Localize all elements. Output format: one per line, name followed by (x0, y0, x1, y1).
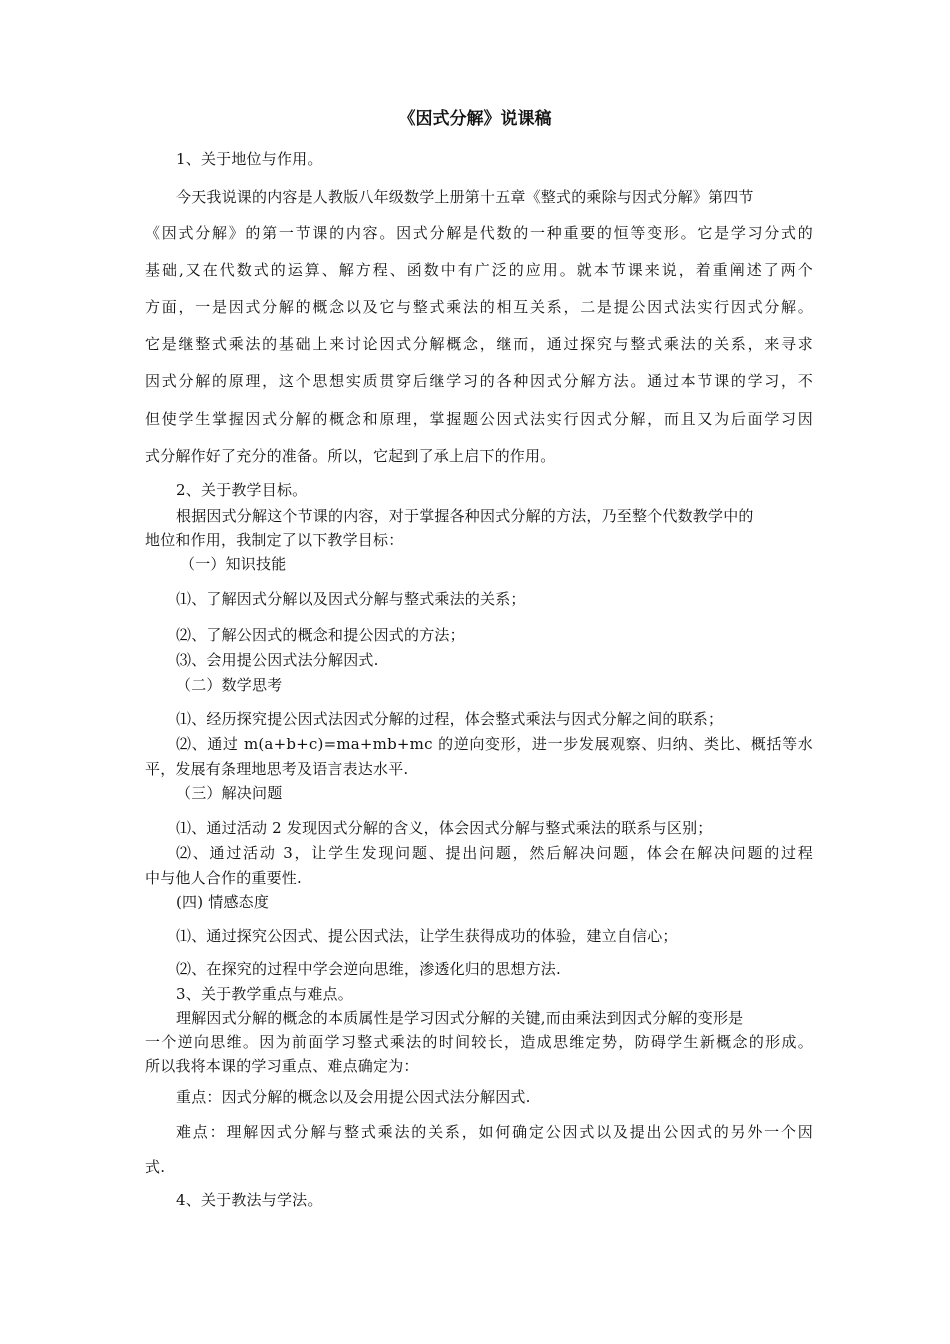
difficulty-cont: 式. (145, 1158, 166, 1176)
goal-item-cont: 中与他人合作的重要性. (145, 869, 302, 887)
goal-item: ⑵、在探究的过程中学会逆向思维，渗透化归的思想方法. (176, 960, 561, 978)
goal-item: ⑵、通过 m(a+b+c)=ma+mb+mc 的逆向变形，进一步发展观察、归纳、类比、概括等水 (176, 735, 813, 753)
paragraph-line: 所以我将本课的学习重点、难点确定为： (145, 1057, 419, 1075)
goal-heading-attitude: (四) 情感态度 (176, 893, 270, 911)
paragraph-line: 今天我说课的内容是人教版八年级数学上册第十五章《整式的乘除与因式分解》第四节 (176, 188, 754, 206)
goal-item: ⑴、通过探究公因式、提公因式法，让学生获得成功的体验，建立自信心； (176, 927, 678, 945)
paragraph-line: 《因式分解》的第一节课的内容。因式分解是代数的一种重要的恒等变形。它是学习分式的 (145, 224, 813, 242)
paragraph-line: 根据因式分解这个节课的内容，对于掌握各种因式分解的方法，乃至整个代数教学中的 (176, 507, 754, 525)
paragraph-line: 理解因式分解的概念的本质属性是学习因式分解的关键,而由乘法到因式分解的变形是 (176, 1009, 744, 1027)
paragraph-line: 地位和作用，我制定了以下教学目标： (145, 531, 404, 549)
key-point: 重点：因式分解的概念以及会用提公因式法分解因式. (176, 1088, 531, 1106)
goal-item: ⑵、通过活动 3，让学生发现问题、提出问题，然后解决问题，体会在解决问题的过程 (176, 844, 813, 862)
goal-heading-problem-solving: （三）解决问题 (176, 784, 283, 802)
paragraph-line: 它是继整式乘法的基础上来讨论因式分解概念，继而，通过探究与整式乘法的关系，来寻求 (145, 335, 813, 353)
section-2-heading: 2、关于教学目标。 (176, 481, 308, 499)
document-title: 《因式分解》说课稿 (398, 109, 552, 129)
goal-item: ⑴、通过活动 2 发现因式分解的含义，体会因式分解与整式乘法的联系与区别； (176, 819, 713, 837)
section-3-heading: 3、关于教学重点与难点。 (176, 985, 353, 1003)
goal-heading-math-thinking: （二）数学思考 (176, 676, 283, 694)
goal-heading-knowledge: （一）知识技能 (180, 555, 287, 573)
paragraph-line: 方面，一是因式分解的概念以及它与整式乘法的相互关系，二是提公因式法实行因式分解。 (145, 298, 813, 316)
goal-item-cont: 平，发展有条理地思考及语言表达水平. (145, 760, 409, 778)
section-4-heading: 4、关于教法与学法。 (176, 1191, 323, 1209)
paragraph-line: 基础,又在代数式的运算、解方程、函数中有广泛的应用。就本节课来说，着重阐述了两个 (145, 261, 813, 279)
goal-item: ⑶、会用提公因式法分解因式. (176, 651, 379, 669)
goal-item: ⑴、了解因式分解以及因式分解与整式乘法的关系； (176, 590, 526, 608)
goal-item: ⑵、了解公因式的概念和提公因式的方法； (176, 626, 465, 644)
paragraph-line: 但使学生掌握因式分解的概念和原理，掌握题公因式法实行因式分解，而且又为后面学习因 (145, 410, 813, 428)
paragraph-line: 一个逆向思维。因为前面学习整式乘法的时间较长，造成思维定势，防碍学生新概念的形成。 (145, 1033, 813, 1051)
difficulty: 难点：理解因式分解与整式乘法的关系，如何确定公因式以及提出公因式的另外一个因 (176, 1123, 813, 1141)
paragraph-line: 因式分解的原理，这个思想实质贯穿后继学习的各种因式分解方法。通过本节课的学习，不 (145, 372, 813, 390)
goal-item: ⑴、经历探究提公因式法因式分解的过程，体会整式乘法与因式分解之间的联系； (176, 710, 724, 728)
paragraph-line: 式分解作好了充分的准备。所以，它起到了承上启下的作用。 (145, 447, 556, 465)
section-1-heading: 1、关于地位与作用。 (176, 150, 323, 168)
